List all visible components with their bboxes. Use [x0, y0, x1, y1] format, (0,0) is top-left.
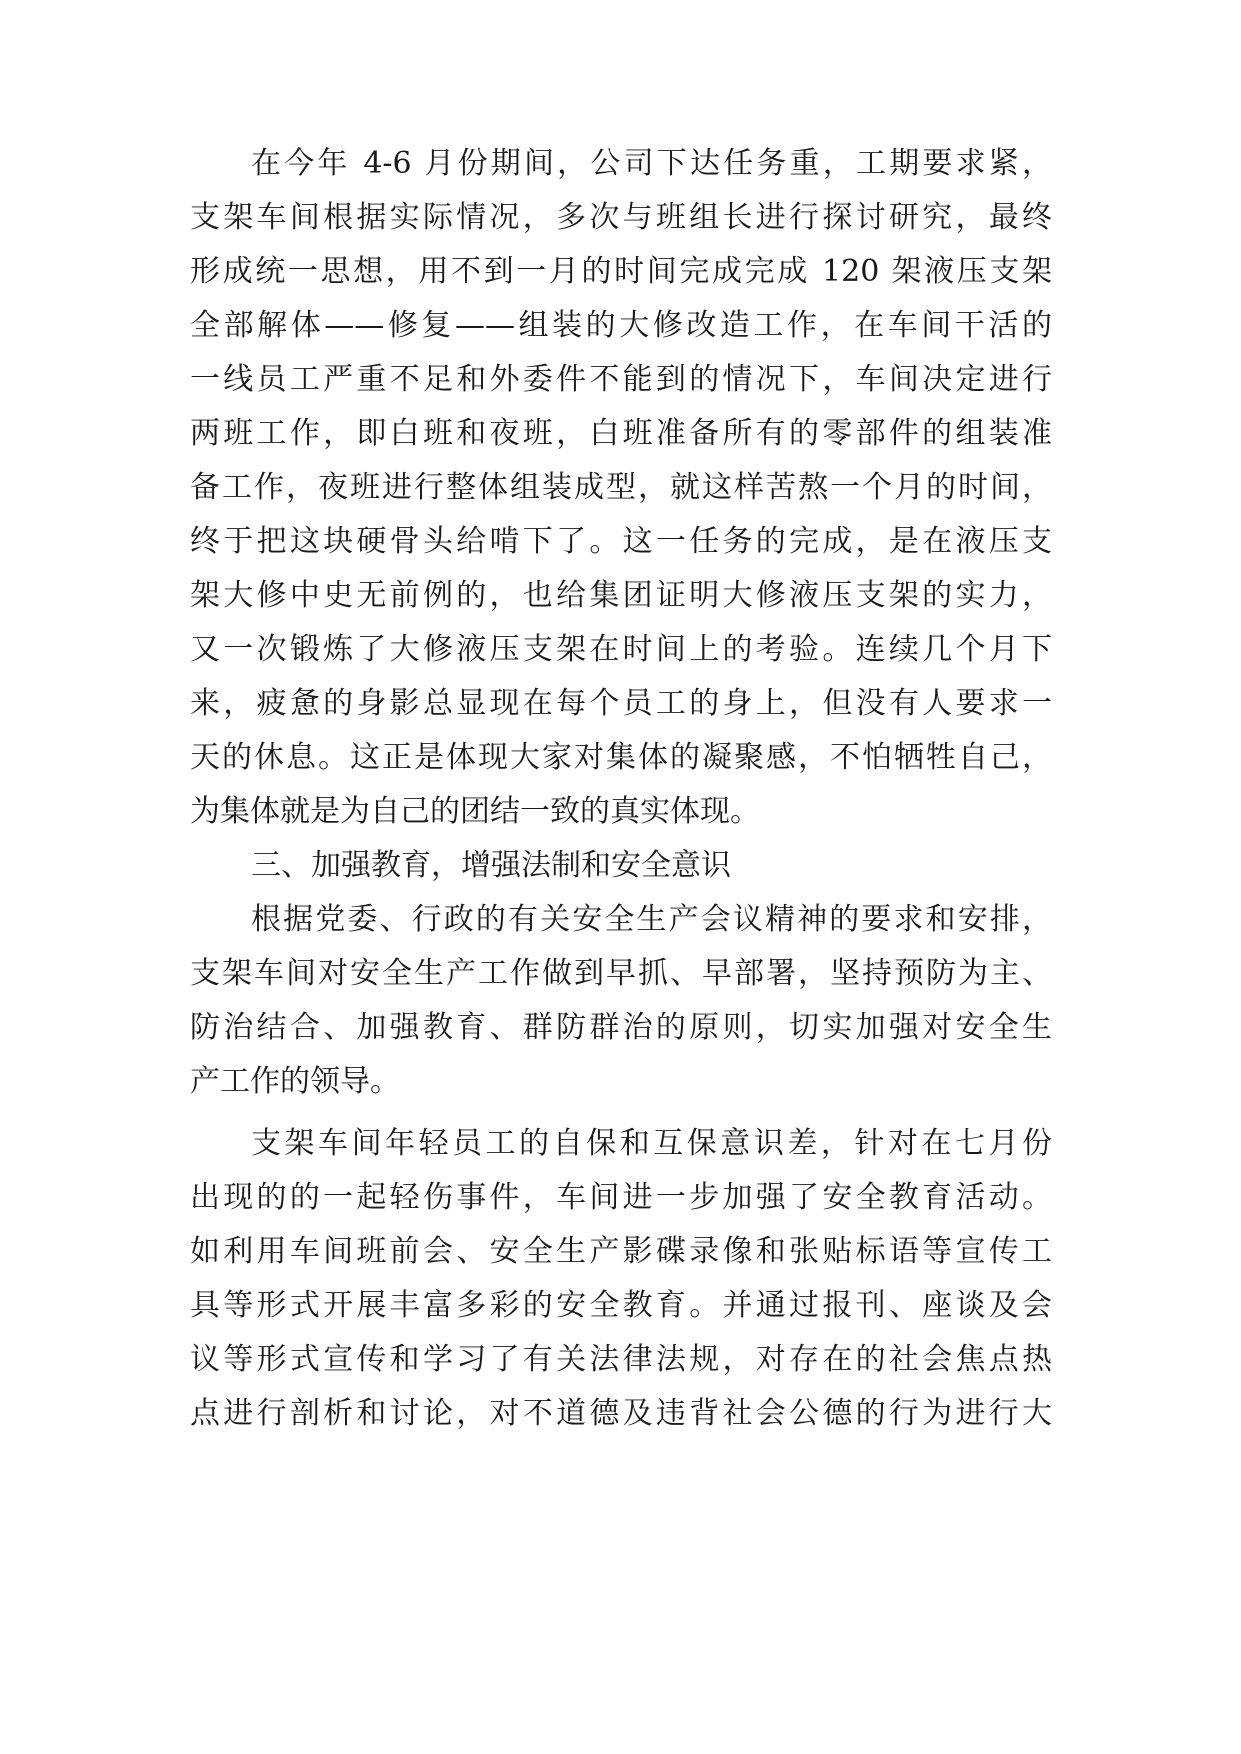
- text-line: 在今年 4-6 月份期间，公司下达任务重，工期要求紧，: [251, 146, 1052, 181]
- text-line: 天的休息。这正是体现大家对集体的凝聚感，不怕牺牲自己，: [190, 740, 1052, 775]
- text-line: 支架车间根据实际情况，多次与班组长进行探讨研究，最终: [190, 200, 1052, 235]
- text-line: 架大修中史无前例的，也给集团证明大修液压支架的实力，: [190, 578, 1052, 613]
- text-line: 一线员工严重不足和外委件不能到的情况下，车间决定进行: [190, 362, 1052, 397]
- text-line: 如利用车间班前会、安全生产影碟录像和张贴标语等宣传工: [190, 1234, 1052, 1269]
- text-line: 全部解体——修复——组装的大修改造工作，在车间干活的: [190, 308, 1052, 343]
- paragraph-safety-production: [190, 893, 1052, 1109]
- text-line: 为集体就是为自己的团结一致的真实体现。: [190, 794, 760, 829]
- text-line: 来，疲惫的身影总显现在每个员工的身上，但没有人要求一: [190, 686, 1052, 721]
- text-line: 议等形式宣传和学习了有关法律法规，对存在的社会焦点热: [190, 1342, 1052, 1377]
- text-line: 点进行剖析和讨论，对不道德及违背社会公德的行为进行大: [190, 1396, 1052, 1431]
- text-line: 支架车间对安全生产工作做到早抓、早部署，坚持预防为主、: [190, 956, 1052, 991]
- text-line: 支架车间年轻员工的自保和互保意识差，针对在七月份: [251, 1126, 1052, 1161]
- section-heading: [190, 839, 1052, 893]
- text-line: 具等形式开展丰富多彩的安全教育。并通过报刊、座谈及会: [190, 1288, 1052, 1323]
- text-line: 两班工作，即白班和夜班，白班准备所有的零部件的组装准: [190, 416, 1052, 451]
- paragraph-safety-education: [190, 1117, 1052, 1441]
- text-line: 出现的的一起轻伤事件，车间进一步加强了安全教育活动。: [190, 1180, 1052, 1215]
- paragraph-gap: [190, 1109, 1052, 1117]
- text-line: 又一次锻炼了大修液压支架在时间上的考验。连续几个月下: [190, 632, 1052, 667]
- text-line: 备工作，夜班进行整体组装成型，就这样苦熬一个月的时间，: [190, 470, 1052, 505]
- document-page: [190, 137, 1052, 1441]
- section-heading-text: 三、加强教育，增强法制和安全意识: [251, 848, 731, 883]
- text-line: 形成统一思想，用不到一月的时间完成完成 120 架液压支架: [190, 254, 1052, 289]
- paragraph-task-completion: [190, 137, 1052, 839]
- text-line: 根据党委、行政的有关安全生产会议精神的要求和安排，: [251, 902, 1052, 937]
- text-line: 产工作的领导。: [190, 1064, 400, 1099]
- text-line: 防治结合、加强教育、群防群治的原则，切实加强对安全生: [190, 1010, 1052, 1045]
- text-line: 终于把这块硬骨头给啃下了。这一任务的完成，是在液压支: [190, 524, 1052, 559]
